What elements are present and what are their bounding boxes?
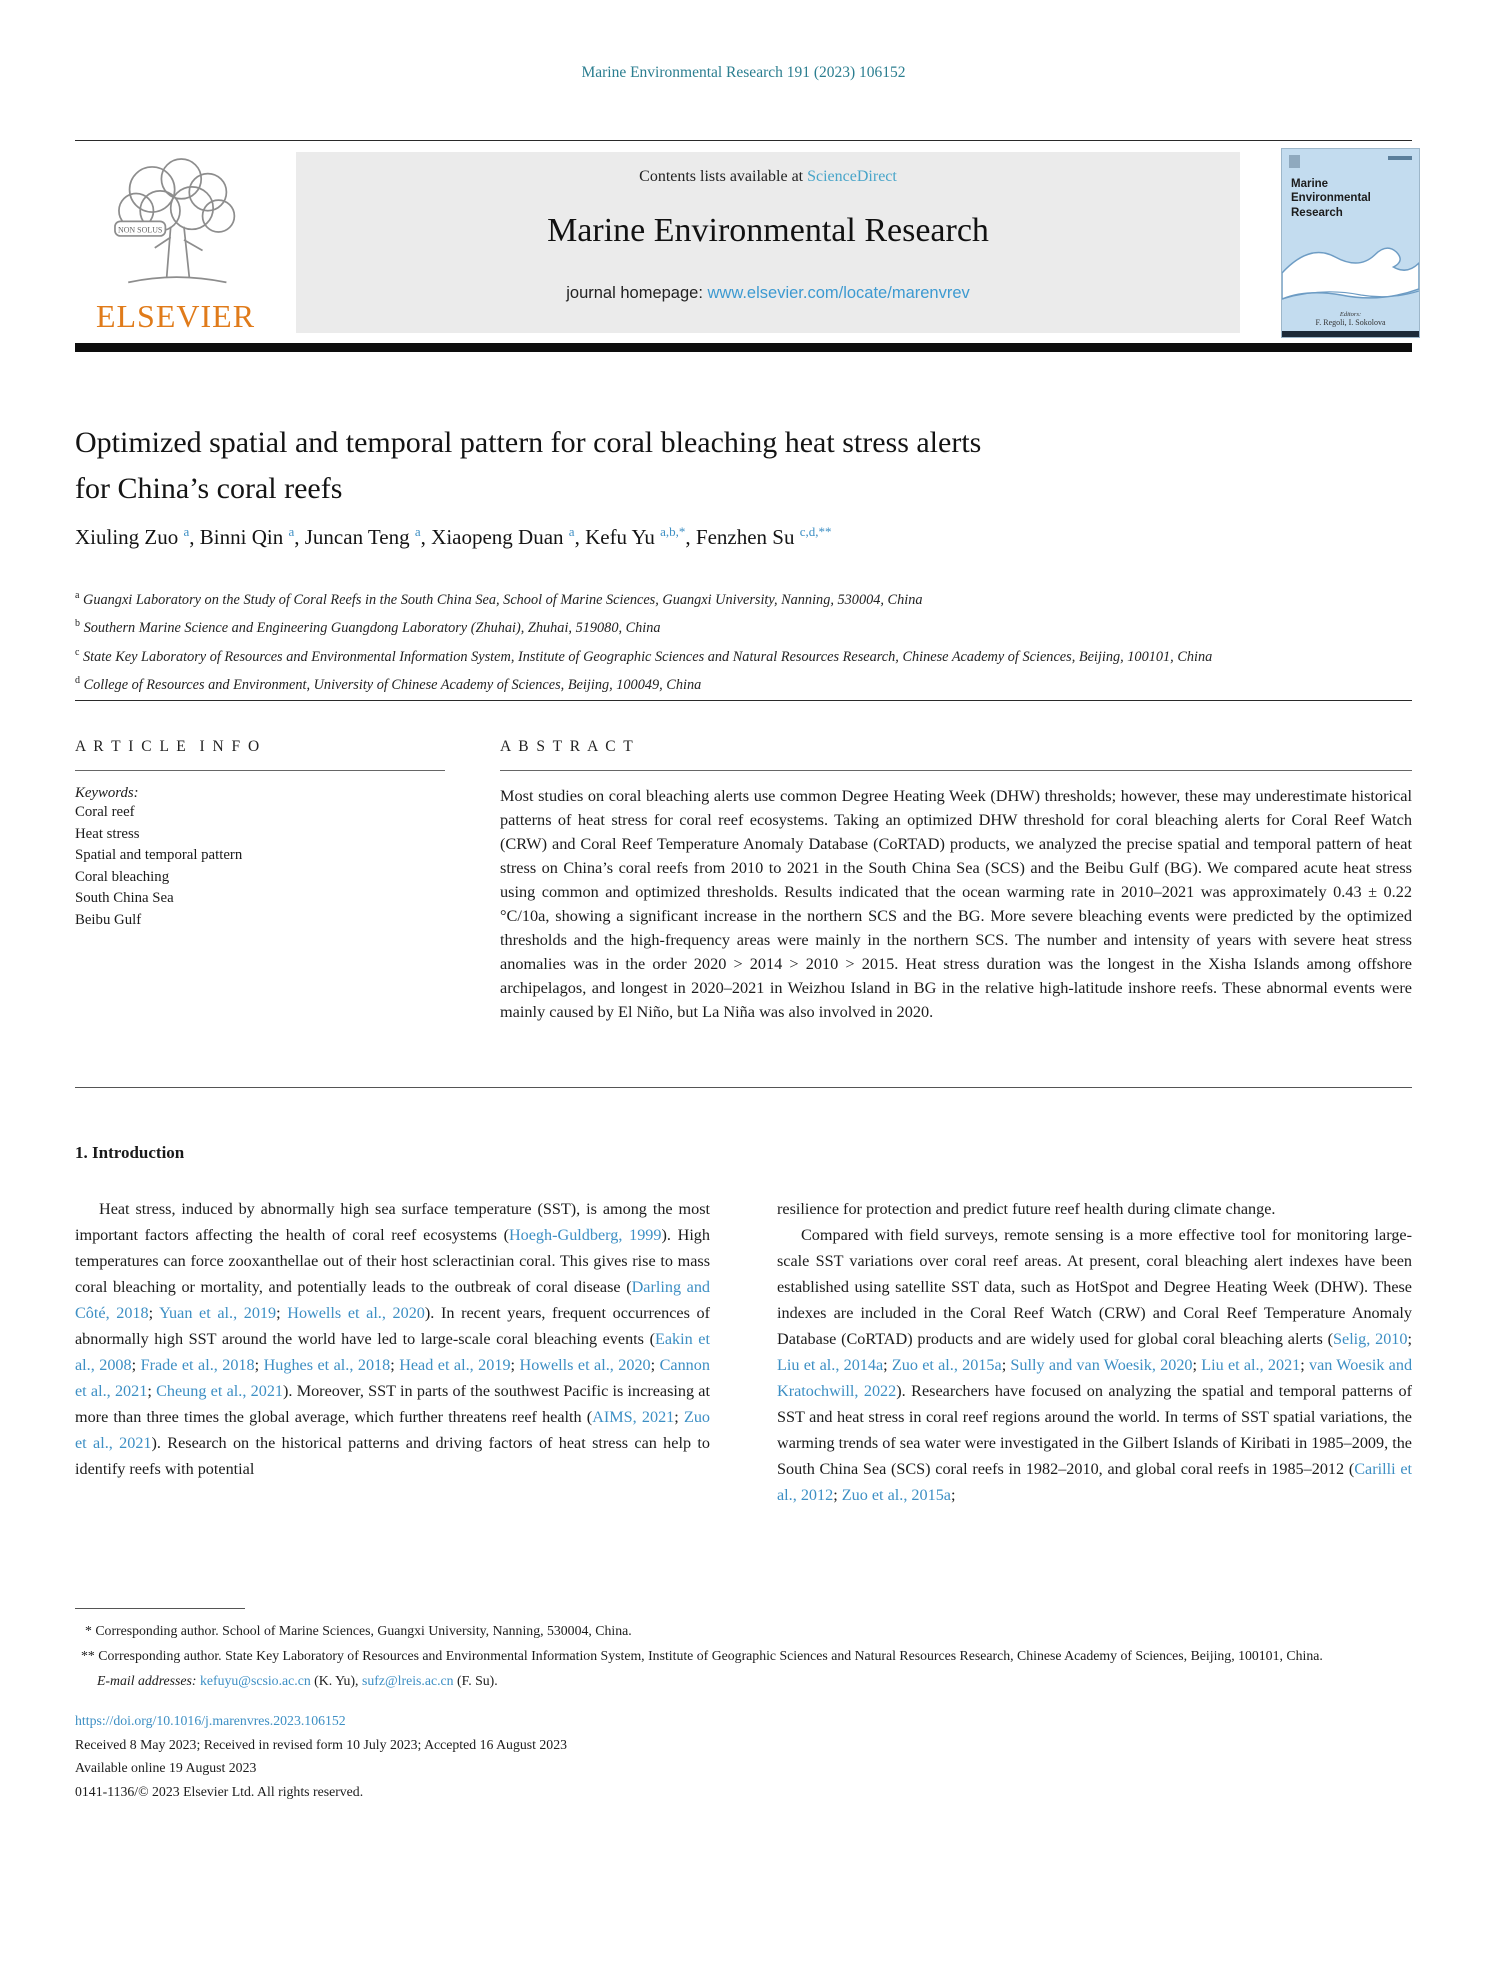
divider	[75, 770, 445, 771]
citation-link[interactable]: AIMS, 2021	[592, 1408, 675, 1426]
citation-link[interactable]: Howells et al., 2020	[287, 1304, 425, 1322]
text-segment: ). Research on the historical patterns and driving factors of heat stress can help to identify reefs with potential	[75, 1434, 710, 1478]
cover-editors-names: F. Regoli, I. Sokolova	[1315, 318, 1386, 327]
citation-link[interactable]: Darling and Côté, 2018	[75, 1278, 711, 1322]
keyword-item: Spatial and temporal pattern	[75, 847, 243, 863]
text-segment: ;	[1407, 1330, 1412, 1348]
author-name: Kefu Yu	[585, 525, 655, 549]
citation-link[interactable]: Hoegh-Guldberg, 1999	[508, 1226, 662, 1244]
author-affiliation-sup: a	[568, 524, 575, 539]
abstract-text: Most studies on coral bleaching alerts use common Degree Heating Week (DHW) thresholds; however, these may underestimate historical patterns of heat stress for coral reef ecosystems. Taking an optimized DHW threshold for coral bleaching alerts for Coral Reef Watch (CRW) and Coral Reef Temperature Anomaly Database (CoRTAD) products, we analyzed the precise spatial and temporal pattern of heat stress on China’s coral reefs from 2010 to 2021 in the South China Sea (SCS) and the Beibu Gulf (BG). We compared acute heat stress using common and optimized thresholds. Results indicated that the ocean warming rate in 2010–2021 was approximately 0.43 ± 0.22 °C/10a, showing a significant increase in the northern SCS and the BG. More severe bleaching events were predicted by the optimized thresholds and the high-frequency areas were mainly in the northern SCS. The number and intensity of years with severe heat stress anomalies was in the order 2020 > 2014 > 2010 > 2015. Heat stress duration was the longest in the Xisha Islands among offshore archipelagos, and longest in 2020–2021 in Weizhou Island in BG in the relative high-latitude inshore reefs. These abnormal events were mainly caused by El Niño, but La Niña was also involved in 2020.	[500, 786, 1412, 1021]
text-segment: E-mail addresses:	[97, 1673, 200, 1688]
divider-thick	[75, 343, 1412, 352]
affiliation-text: College of Resources and Environment, University of Chinese Academy of Sciences, Beijing, 100049, China	[80, 676, 702, 693]
author-separator: ,	[574, 525, 586, 549]
text-segment: ;	[510, 1356, 520, 1374]
author	[431, 525, 585, 549]
author-affiliation-sup: c,d,**	[799, 524, 832, 539]
citation-link[interactable]: Carilli et al., 2012	[777, 1460, 1412, 1504]
keyword-item: Coral bleaching	[75, 868, 170, 885]
citation-link[interactable]: Head et al., 2019	[399, 1356, 511, 1374]
divider	[75, 700, 1412, 701]
author-name: Juncan Teng	[304, 525, 410, 549]
affiliation	[75, 612, 1412, 640]
cover-bottom-strip	[1282, 331, 1419, 337]
affiliation-sup: c	[75, 646, 80, 658]
citation-link[interactable]: Sully and van Woesik, 2020	[1010, 1356, 1193, 1374]
author-affiliation-sup: a,b,*	[660, 524, 686, 539]
affiliation-sup: d	[75, 674, 80, 686]
citation-link[interactable]: Selig, 2010	[1333, 1330, 1408, 1348]
author	[585, 525, 696, 549]
non-solus-banner: NON SOLUS	[117, 225, 162, 235]
right-column	[777, 1196, 1412, 1508]
received-dates: Received 8 May 2023; Received in revised form 10 July 2023; Accepted 16 August 2023	[75, 1736, 567, 1752]
article-info-heading: A R T I C L E I N F O	[75, 738, 262, 755]
text-segment: ;	[131, 1356, 141, 1374]
citation-link[interactable]: Hughes et al., 2018	[263, 1356, 391, 1374]
affiliation-sup: b	[75, 618, 80, 630]
cover-editors	[1282, 311, 1419, 327]
affiliation-list	[75, 584, 1412, 697]
author	[75, 525, 200, 549]
cover-publisher-icon	[1289, 155, 1300, 168]
abstract-heading: A B S T R A C T	[500, 738, 635, 755]
text-segment: ). Researchers have focused on analyzing the spatial and temporal patterns of SST and heat stress in coral reef regions around the world. In terms of SST spatial variations, the warming trends of sea water were investigated in the Gilbert Islands of Kiribati in 1985–2009, the South China Sea (SCS) coral reefs in 1982–2010, and global coral reefs in 1985–2012 (	[777, 1382, 1412, 1478]
text-segment: ). Moreover, SST in parts of the southwest Pacific is increasing at more than three times the global average, which further threatens reef health (	[75, 1382, 710, 1426]
author	[200, 525, 305, 549]
affiliation-text: State Key Laboratory of Resources and Environmental Information System, Institute of Geographic Sciences and Natural Resources Research, Chinese Academy of Sciences, Beijing, 100101, China	[79, 648, 1213, 665]
publication-info	[75, 1709, 1412, 1803]
divider	[75, 140, 1412, 141]
keyword-item: Heat stress	[75, 825, 140, 842]
text-segment: ;	[390, 1356, 400, 1374]
citation-link[interactable]: Zuo et al., 2015a	[891, 1356, 1002, 1374]
sciencedirect-link[interactable]: ScienceDirect	[807, 168, 897, 185]
contents-line	[296, 168, 1240, 186]
affiliation-sup: a	[75, 590, 80, 601]
running-head-citation: Marine Environmental Research 191 (2023) 106152	[581, 64, 906, 81]
text-segment: Heat stress, induced by abnormally high sea surface temperature (SST), is among the most important factors affecting the health of coral reef ecosystems (	[75, 1200, 710, 1244]
email-addresses-line	[75, 1668, 1412, 1693]
author-name: Fenzhen Su	[695, 525, 795, 549]
citation-link[interactable]: Frade et al., 2018	[140, 1356, 255, 1374]
text-segment: ;	[833, 1486, 842, 1504]
author-affiliation-sup: a	[414, 524, 421, 539]
text-segment: ;	[148, 1304, 160, 1322]
cover-title-line: Marine	[1291, 178, 1329, 190]
doi-link[interactable]: https://doi.org/10.1016/j.marenvres.2023.106152	[75, 1713, 346, 1728]
affiliation	[75, 641, 1412, 669]
abstract-section	[500, 738, 1412, 1024]
homepage-link[interactable]: www.elsevier.com/locate/marenvrev	[707, 284, 970, 302]
corresponding-author-note-1: * Corresponding author. School of Marine Sciences, Guangxi University, Nanning, 530004, China.	[85, 1623, 632, 1638]
affiliation	[75, 669, 1412, 697]
text-segment: ;	[1192, 1356, 1202, 1374]
author-name: Xiaopeng Duan	[431, 525, 564, 549]
keyword-item: South China Sea	[75, 890, 174, 906]
intro-paragraph-1-continued: resilience for protection and predict future reef health during climate change.	[777, 1200, 1276, 1218]
section-heading-introduction: 1. Introduction	[75, 1143, 185, 1162]
article-info-section	[75, 738, 445, 931]
citation-link[interactable]: Zuo et al., 2021	[75, 1408, 711, 1452]
text-segment: ;	[1001, 1356, 1011, 1374]
footnote-area	[75, 1608, 1412, 1803]
divider	[500, 770, 1412, 771]
wave-icon	[1282, 229, 1419, 307]
author	[305, 525, 431, 549]
journal-header-box	[296, 152, 1240, 333]
cover-editors-label: Editors:	[1339, 311, 1362, 318]
keyword-item: Beibu Gulf	[75, 911, 142, 928]
footnote-divider	[75, 1608, 245, 1609]
elsevier-tree-icon	[96, 155, 256, 293]
homepage-prefix: journal homepage:	[566, 284, 708, 302]
text-segment: ;	[674, 1408, 684, 1426]
citation-link[interactable]: Zuo et al., 2015a	[841, 1486, 951, 1504]
text-segment: ;	[276, 1304, 288, 1322]
text-segment: ;	[883, 1356, 892, 1374]
text-segment: ;	[950, 1486, 956, 1504]
journal-cover	[1281, 148, 1420, 338]
citation-link[interactable]: kefuyu@scsio.ac.cn	[199, 1673, 311, 1688]
intro-paragraph-2	[777, 1222, 1412, 1508]
author-separator: ,	[189, 525, 200, 549]
available-online: Available online 19 August 2023	[75, 1760, 257, 1775]
citation-link[interactable]: Liu et al., 2021	[1201, 1356, 1301, 1374]
text-segment: ;	[1300, 1356, 1309, 1374]
text-segment: ;	[147, 1382, 157, 1400]
cover-issn	[1388, 156, 1412, 160]
citation-link[interactable]: van Woesik and Kratochwill, 2022	[777, 1356, 1413, 1400]
elsevier-logo	[78, 155, 273, 333]
article-title-line1: Optimized spatial and temporal pattern for coral bleaching heat stress alerts	[75, 426, 982, 460]
intro-paragraph-1	[75, 1196, 710, 1482]
journal-title: Marine Environmental Research	[547, 212, 989, 249]
author	[696, 525, 832, 549]
author-separator: ,	[420, 525, 432, 549]
text-segment: ;	[254, 1356, 264, 1374]
text-segment: ). In recent years, frequent occurrences of abnormally high SST around the world have led to large-scale coral bleaching events (	[75, 1304, 710, 1348]
citation-link[interactable]: Liu et al., 2014a	[777, 1356, 884, 1374]
text-segment: ). High temperatures can force zooxanthellae out of their host scleractinian coral. This gives rise to mass coral bleaching or mortality, and potentially leads to the outbreak of coral disease (	[75, 1226, 710, 1296]
citation-link[interactable]: Cannon et al., 2021	[75, 1356, 710, 1400]
citation-link[interactable]: Yuan et al., 2019	[159, 1304, 277, 1322]
author-list	[75, 524, 1355, 550]
issn-copyright: 0141-1136/© 2023 Elsevier Ltd. All rights reserved.	[75, 1783, 364, 1799]
author-separator: ,	[294, 525, 305, 549]
text-segment: ;	[650, 1356, 660, 1374]
text-segment: Compared with field surveys, remote sensing is a more effective tool for monitoring large-scale SST variations over coral reef areas. At present, coral bleaching alert indexes have been established using satellite SST data, such as HotSpot and Degree Heating Week (DHW). These indexes are included in the Coral Reef Watch (CRW) and Coral Reef Temperature Anomaly Database (CoRTAD) products and are widely used for global coral bleaching alerts (	[777, 1226, 1412, 1348]
author-name: Xiuling Zuo	[75, 525, 179, 549]
contents-prefix: Contents lists available at	[639, 168, 808, 185]
keyword-item: Coral reef	[75, 804, 135, 820]
keywords-label: Keywords:	[75, 785, 139, 801]
author-name: Binni Qin	[199, 525, 284, 549]
affiliation-text: Guangxi Laboratory on the Study of Coral Reefs in the South China Sea, School of Marine Sciences, Guangxi University, Nanning, 530004, China	[79, 591, 923, 608]
cover-title-line: Research	[1291, 206, 1343, 219]
left-column	[75, 1196, 710, 1508]
cover-title-line: Environmental	[1291, 192, 1371, 205]
article-title	[75, 420, 1255, 512]
citation-link[interactable]: sufz@lreis.ac.cn	[361, 1673, 454, 1688]
citation-link[interactable]: Cheung et al., 2021	[156, 1382, 284, 1400]
divider	[75, 1087, 1412, 1088]
elsevier-wordmark: ELSEVIER	[95, 298, 256, 334]
affiliation-text: Southern Marine Science and Engineering Guangdong Laboratory (Zhuhai), Zhuhai, 519080, China	[80, 620, 661, 637]
citation-link[interactable]: Howells et al., 2020	[519, 1356, 651, 1374]
article-title-line2: for China’s coral reefs	[75, 472, 343, 506]
affiliation	[75, 584, 1412, 612]
text-segment: (K. Yu),	[310, 1673, 362, 1688]
author-separator: ,	[685, 525, 696, 549]
cover-title	[1291, 177, 1371, 220]
body-columns	[75, 1196, 1412, 1508]
author-affiliation-sup: a	[183, 524, 190, 539]
corresponding-author-note-2: ** Corresponding author. State Key Laboratory of Resources and Environmental Information System, Institute of Geographic Sciences and Natural Resources Research, Chinese Academy of Sciences, Beijing, 100101, China.	[81, 1648, 1323, 1663]
text-segment: (F. Su).	[453, 1673, 498, 1688]
keywords-list	[75, 802, 445, 931]
homepage-line	[296, 284, 1240, 303]
citation-link[interactable]: Eakin et al., 2008	[75, 1330, 710, 1374]
author-affiliation-sup: a	[288, 524, 295, 539]
